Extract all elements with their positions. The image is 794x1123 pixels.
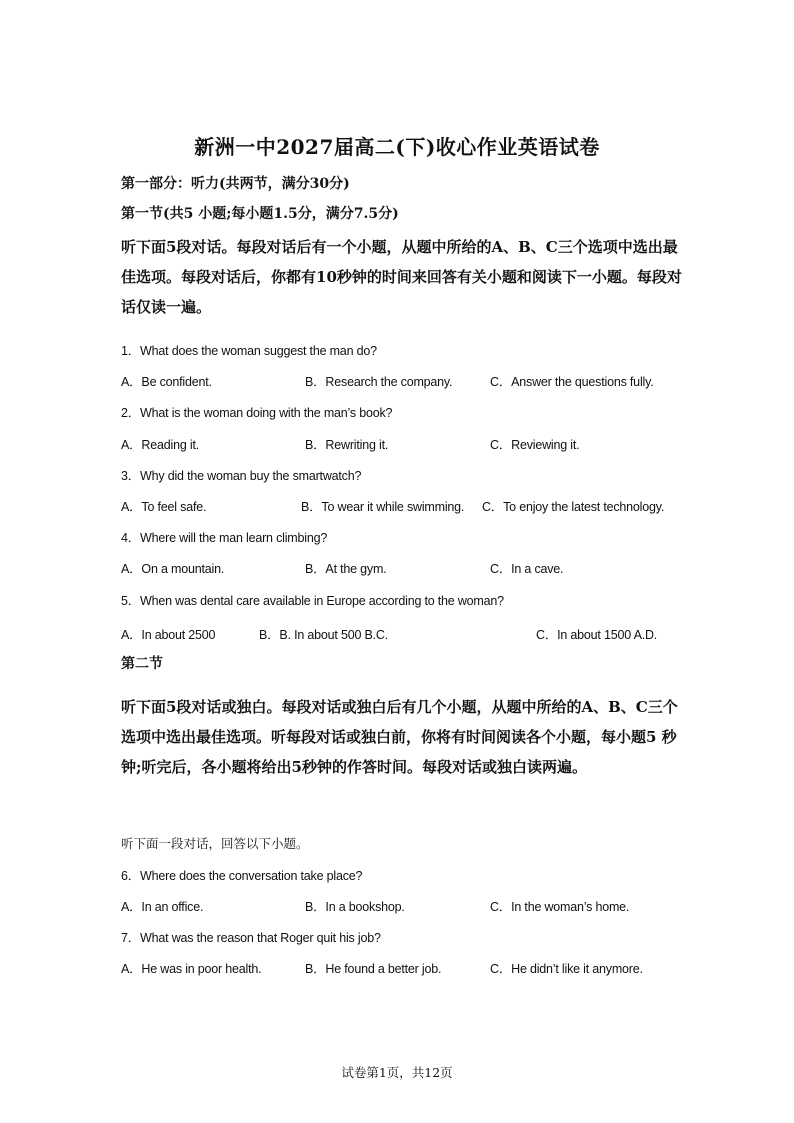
question-4-option-b: B．At the gym. [305, 562, 387, 576]
section1-header: 第一节(共5 小题;每小题1.5分，满分7.5分) [121, 206, 399, 222]
section2-header: 第二节 [121, 656, 163, 672]
question-4-option-c: C．In a cave. [490, 562, 564, 576]
page-footer: 试卷第1页，共12页 [341, 1065, 453, 1080]
question-2-option-b: B．Rewriting it. [305, 438, 389, 452]
question-6-option-a: A．In an office. [121, 900, 204, 914]
question-2-option-a: A．Reading it. [121, 438, 199, 452]
question-7-option-c: C．He didn’t like it anymore. [490, 962, 643, 976]
question-1-option-b: B．Research the company. [305, 375, 453, 389]
question-5-option-a: A．In about 2500 [121, 628, 216, 642]
question-2-stem: 2．What is the woman doing with the man’s book? [121, 406, 393, 420]
question-6-option-c: C．In the woman’s home. [490, 900, 630, 914]
question-3-option-a: A．To feel safe. [121, 500, 207, 514]
question-5-option-c: C．In about 1500 A.D. [536, 628, 658, 642]
question-4-option-a: A．On a mountain. [121, 562, 225, 576]
question-1-option-a: A．Be confident. [121, 375, 212, 389]
question-6-option-b: B．In a bookshop. [305, 900, 405, 914]
question-4-stem: 4．Where will the man learn climbing? [121, 531, 328, 545]
question-1-option-c: C．Answer the questions fully. [490, 375, 654, 389]
section2-note: 听下面一段对话，回答以下小题。 [121, 836, 309, 851]
question-3-stem: 3．Why did the woman buy the smartwatch? [121, 469, 362, 483]
question-7-option-b: B．He found a better job. [305, 962, 442, 976]
question-2-option-c: C．Reviewing it. [490, 438, 580, 452]
question-6-stem: 6．Where does the conversation take place? [121, 869, 363, 883]
question-1-stem: 1．What does the woman suggest the man do? [121, 344, 377, 358]
question-5-stem: 5．When was dental care available in Europe according to the woman? [121, 594, 504, 608]
page-title: 新洲一中2027届高二(下)收心作业英语试卷 [194, 135, 600, 159]
question-7-stem: 7．What was the reason that Roger quit his job? [121, 931, 381, 945]
question-5-option-b: B．B. In about 500 B.C. [259, 628, 389, 642]
section2-instructions: 听下面5段对话或独白。每段对话或独白后有几个小题，从题中所给的A、B、C三个选项中选出最佳选项。听每段对话或独白前，你将有时间阅读各个小题，每小题5 秒钟;听完后，各小题将给出5秒钟的作答时间。每段对话或独白读两遍。 [121, 698, 678, 776]
question-3-option-b: B．To wear it while swimming. [301, 500, 465, 514]
question-7-option-a: A．He was in poor health. [121, 962, 262, 976]
section1-instructions: 听下面5段对话。每段对话后有一个小题，从题中所给的A、B、C三个选项中选出最佳选项。每段对话后，你都有10秒钟的时间来回答有关小题和阅读下一小题。每段对话仅读一遍。 [121, 238, 682, 316]
question-3-option-c: C．To enjoy the latest technology. [482, 500, 665, 514]
part1-header: 第一部分：听力(共两节，满分30分) [121, 176, 350, 192]
